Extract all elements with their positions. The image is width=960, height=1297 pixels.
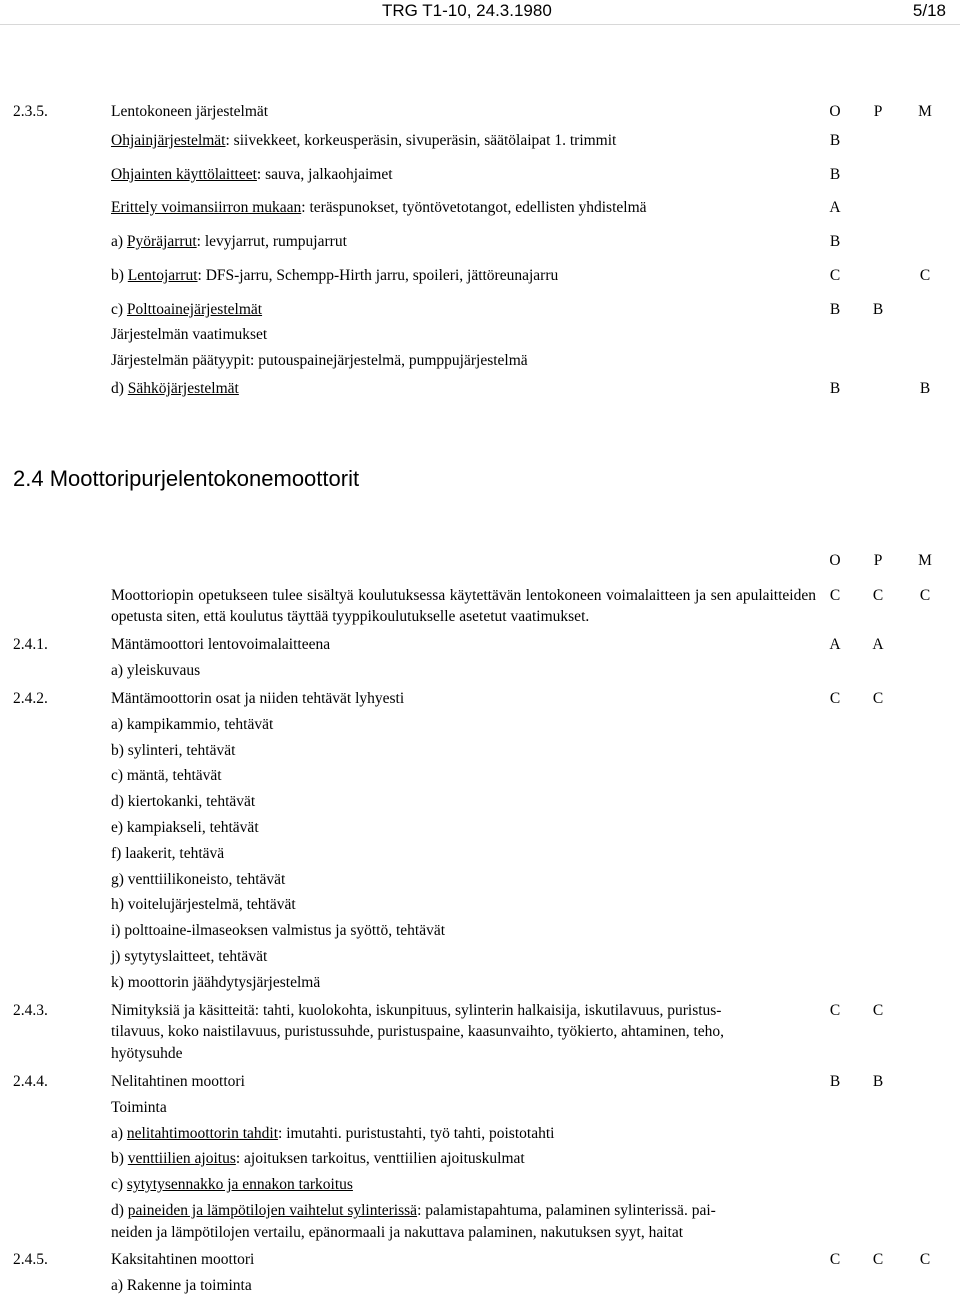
subsection-2-4-5 <box>0 1249 960 1271</box>
grade-p: C <box>872 690 884 707</box>
intro-text: Moottoriopin opetukseen tulee sisältyä koulutuksessa käytettävän lentokoneen voimalaitteen ja sen apulaitteiden opetusta siten, että koulutus täyttää tyyppikoulutukselle asetetut vaatimukset. <box>111 587 816 625</box>
list-item <box>0 946 960 968</box>
item-text: : teräspunokset, työntövetotangot, edellisten yhdistelmä <box>301 199 647 216</box>
item-term: Erittely voimansiirron mukaan <box>111 199 302 216</box>
grade-o: C <box>829 267 841 284</box>
section-number: 2.4.2. <box>13 690 48 707</box>
document-id: TRG T1-10, 24.3.1980 <box>382 1 552 20</box>
list-item <box>0 920 960 942</box>
item-text: : ajoituksen tarkoitus, venttiilien ajoituskulmat <box>235 1150 525 1167</box>
item-prefix: b) <box>111 1150 128 1167</box>
item-term: nelitahtimoottorin tahdit <box>126 1125 279 1142</box>
list-item <box>0 130 960 152</box>
section-number: 2.3.5. <box>13 103 48 120</box>
list-item <box>0 740 960 762</box>
item-text: Järjestelmän vaatimukset <box>111 326 268 343</box>
item-text: : palamistapahtuma, palaminen sylinterissä. pai- <box>417 1202 716 1219</box>
item-prefix: c) <box>111 301 127 318</box>
page-number: 5/18 <box>912 1 946 20</box>
grade-o: C <box>829 1251 841 1268</box>
list-item <box>0 1200 960 1222</box>
column-header-p: P <box>873 103 883 120</box>
item-text: c) mäntä, tehtävät <box>111 767 222 784</box>
list-item <box>0 231 960 253</box>
list-item <box>0 714 960 736</box>
grade-o: B <box>829 1073 841 1090</box>
section-title: Lentokoneen järjestelmät <box>111 103 269 120</box>
list-item <box>0 324 960 346</box>
item-prefix: b) <box>111 267 128 284</box>
section-title: Mäntämoottori lentovoimalaitteena <box>111 636 331 653</box>
item-term: Ohjainten käyttölaitteet <box>111 166 257 183</box>
section-title: Nelitahtinen moottori <box>111 1073 245 1090</box>
list-item <box>0 791 960 813</box>
list-item <box>0 869 960 891</box>
grade-m: C <box>919 587 931 604</box>
item-prefix: a) <box>111 1125 127 1142</box>
list-item <box>0 1123 960 1145</box>
grade-m: C <box>919 1251 931 1268</box>
item-text: : DFS-jarru, Schempp-Hirth jarru, spoileri, jättöreunajarru <box>197 267 559 284</box>
section-2-4-title: 2.4 Moottoripurjelentokonemoottorit <box>13 466 360 491</box>
grade-o: C <box>829 690 841 707</box>
item-text: : siivekkeet, korkeusperäsin, sivuperäsin, säätölaipat 1. trimmit <box>225 132 617 149</box>
grade-p: B <box>872 301 884 318</box>
list-item <box>0 197 960 219</box>
grade-o: B <box>829 301 841 318</box>
column-header-o: O <box>829 103 841 120</box>
list-item <box>0 265 960 287</box>
grade-m: B <box>919 380 931 397</box>
item-text: tilavuus, koko naistilavuus, puristussuhde, puristuspaine, kaasunvaihto, työkierto, ahtaminen, teho, <box>111 1023 725 1040</box>
grade-m: C <box>919 267 931 284</box>
column-header-p: P <box>873 552 883 569</box>
grade-p: C <box>872 587 884 604</box>
grade-p: C <box>872 1251 884 1268</box>
grade-o: B <box>829 233 841 250</box>
grade-o: A <box>829 636 841 653</box>
section-title: Mäntämoottorin osat ja niiden tehtävät lyhyesti <box>111 690 405 707</box>
item-term: sytytysennakko ja ennakon tarkoitus <box>126 1176 353 1193</box>
item-text: : imutahti. puristustahti, työ tahti, poistotahti <box>278 1125 555 1142</box>
list-item <box>0 660 960 682</box>
item-term: Pyöräjarrut <box>126 233 197 250</box>
page-header <box>0 0 960 24</box>
subsection-2-4-4 <box>0 1071 960 1093</box>
grade-o: B <box>829 132 841 149</box>
grade-o: C <box>829 1002 841 1019</box>
list-item <box>0 1222 960 1244</box>
list-item <box>0 817 960 839</box>
item-term: venttiilien ajoitus <box>127 1150 236 1167</box>
list-item <box>0 894 960 916</box>
subsection-2-4-3 <box>0 1000 960 1022</box>
item-text: : levyjarrut, rumpujarrut <box>196 233 347 250</box>
list-item <box>0 1148 960 1170</box>
item-prefix: a) <box>111 233 127 250</box>
section-title: Nimityksiä ja käsitteitä: tahti, kuolokohta, iskunpituus, sylinterin halkaisija, iskutilavuus, puristus- <box>111 1002 722 1019</box>
column-header-m: M <box>918 552 932 569</box>
column-headers <box>0 550 960 572</box>
item-text: a) Rakenne ja toiminta <box>111 1277 252 1294</box>
item-text: neiden ja lämpötilojen vertailu, epänormaali ja nakuttava palaminen, nakutuksen syyt, haitat <box>111 1224 684 1241</box>
item-text: d) kiertokanki, tehtävät <box>111 793 256 810</box>
item-text: a) kampikammio, tehtävät <box>111 716 274 733</box>
item-prefix: d) <box>111 380 128 397</box>
item-term: Ohjainjärjestelmät <box>111 132 226 149</box>
item-term: Lentojarrut <box>127 267 198 284</box>
item-term: Polttoainejärjestelmät <box>126 301 263 318</box>
list-item <box>0 1043 960 1065</box>
column-header-o: O <box>829 552 841 569</box>
list-item <box>0 164 960 186</box>
item-text: e) kampiakseli, tehtävät <box>111 819 259 836</box>
list-item <box>0 843 960 865</box>
section-title: Kaksitahtinen moottori <box>111 1251 255 1268</box>
item-prefix: d) <box>111 1202 128 1219</box>
grade-o: C <box>829 587 841 604</box>
list-item <box>0 350 960 372</box>
grade-p: B <box>872 1073 884 1090</box>
list-item <box>0 1275 960 1297</box>
grade-p: A <box>872 636 884 653</box>
section-number: 2.4.3. <box>13 1002 48 1019</box>
list-item <box>0 378 960 400</box>
section-number: 2.4.4. <box>13 1073 48 1090</box>
grade-o: B <box>829 166 841 183</box>
item-prefix: c) <box>111 1176 127 1193</box>
section-number: 2.4.1. <box>13 636 48 653</box>
list-item <box>0 1021 960 1043</box>
column-header-m: M <box>918 103 932 120</box>
item-term: paineiden ja lämpötilojen vaihtelut sylinterissä <box>127 1202 418 1219</box>
grade-o: B <box>829 380 841 397</box>
section-2-3-5-heading <box>0 101 960 123</box>
grade-p: C <box>872 1002 884 1019</box>
item-text: i) polttoaine-ilmaseoksen valmistus ja syöttö, tehtävät <box>111 922 446 939</box>
item-text: k) moottorin jäähdytysjärjestelmä <box>111 974 321 991</box>
list-item <box>0 299 960 321</box>
item-text: Järjestelmän päätyypit: putouspainejärjestelmä, pumppujärjestelmä <box>111 352 528 369</box>
item-text: g) venttiilikoneisto, tehtävät <box>111 871 286 888</box>
list-item <box>0 972 960 994</box>
header-divider <box>0 24 960 25</box>
subsection-2-4-2 <box>0 688 960 710</box>
item-text: f) laakerit, tehtävä <box>111 845 225 862</box>
grade-o: A <box>829 199 841 216</box>
item-text: h) voitelujärjestelmä, tehtävät <box>111 896 296 913</box>
intro-paragraph <box>0 585 960 629</box>
item-text: b) sylinteri, tehtävät <box>111 742 236 759</box>
item-text: a) yleiskuvaus <box>111 662 201 679</box>
subsection-2-4-1 <box>0 634 960 656</box>
section-number: 2.4.5. <box>13 1251 48 1268</box>
item-term: Sähköjärjestelmät <box>127 380 239 397</box>
item-text: j) sytytyslaitteet, tehtävät <box>111 948 268 965</box>
list-item <box>0 1174 960 1196</box>
item-text: hyötysuhde <box>111 1045 183 1062</box>
item-text: Toiminta <box>111 1099 167 1116</box>
list-item <box>0 765 960 787</box>
item-text: : sauva, jalkaohjaimet <box>256 166 393 183</box>
list-item <box>0 1097 960 1119</box>
